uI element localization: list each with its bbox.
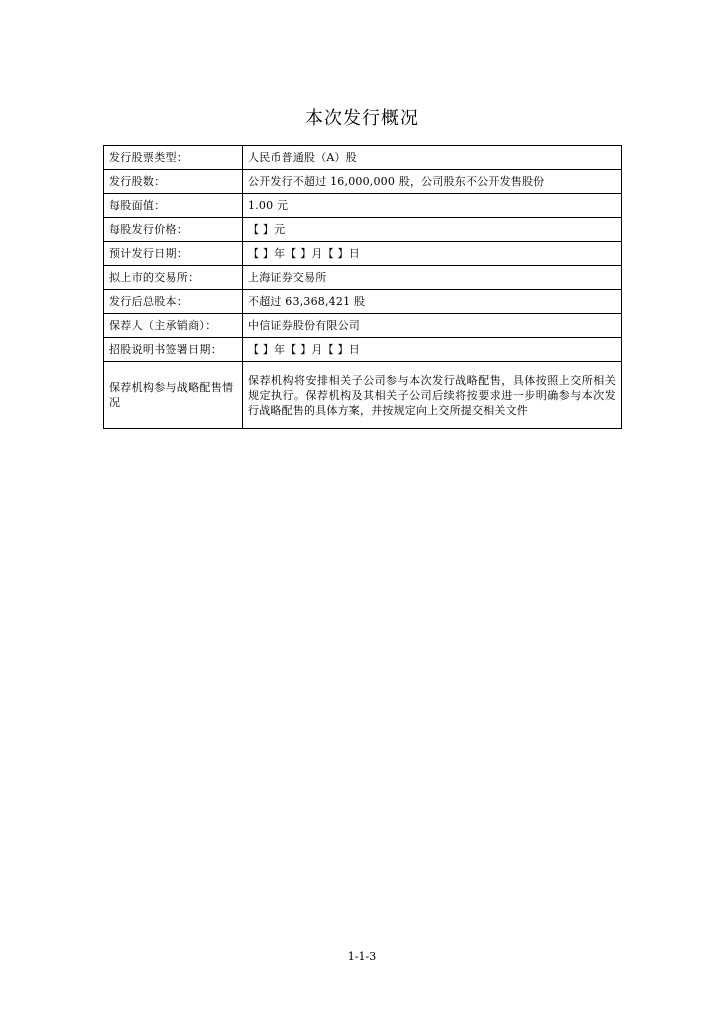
row-label: 发行股数： xyxy=(104,170,243,194)
offering-summary-table xyxy=(103,145,622,429)
row-value: 【 】年【 】月【 】日 xyxy=(243,338,622,362)
table-row xyxy=(104,242,622,266)
row-label: 保荐人（主承销商）： xyxy=(104,314,243,338)
row-value: 中信证券股份有限公司 xyxy=(243,314,622,338)
row-label: 发行后总股本： xyxy=(104,290,243,314)
row-label: 保荐机构参与战略配售情况 xyxy=(104,362,243,429)
row-value: 人民币普通股（A）股 xyxy=(243,146,622,170)
row-label: 招股说明书签署日期： xyxy=(104,338,243,362)
row-value: 保荐机构将安排相关子公司参与本次发行战略配售，具体按照上交所相关规定执行。保荐机构及其相关子公司后续将按要求进一步明确参与本次发行战略配售的具体方案，并按规定向上交所提交相关文件 xyxy=(243,362,622,429)
row-value: 公开发行不超过 16,000,000 股，公司股东不公开发售股份 xyxy=(243,170,622,194)
row-label: 每股面值： xyxy=(104,194,243,218)
row-value: 不超过 63,368,421 股 xyxy=(243,290,622,314)
table-row xyxy=(104,146,622,170)
row-label: 预计发行日期： xyxy=(104,242,243,266)
row-label: 每股发行价格： xyxy=(104,218,243,242)
table-row xyxy=(104,338,622,362)
table-row xyxy=(104,362,622,429)
table-row xyxy=(104,194,622,218)
row-value: 【 】元 xyxy=(243,218,622,242)
row-label: 发行股票类型： xyxy=(104,146,243,170)
row-label: 拟上市的交易所： xyxy=(104,266,243,290)
row-value: 上海证券交易所 xyxy=(243,266,622,290)
page-title: 本次发行概况 xyxy=(305,108,419,129)
row-value: 1.00 元 xyxy=(243,194,622,218)
page-number: 1-1-3 xyxy=(347,950,377,963)
table-row xyxy=(104,314,622,338)
table-row xyxy=(104,266,622,290)
row-value: 【 】年【 】月【 】日 xyxy=(243,242,622,266)
table-row xyxy=(104,170,622,194)
table-row xyxy=(104,290,622,314)
table-row xyxy=(104,218,622,242)
